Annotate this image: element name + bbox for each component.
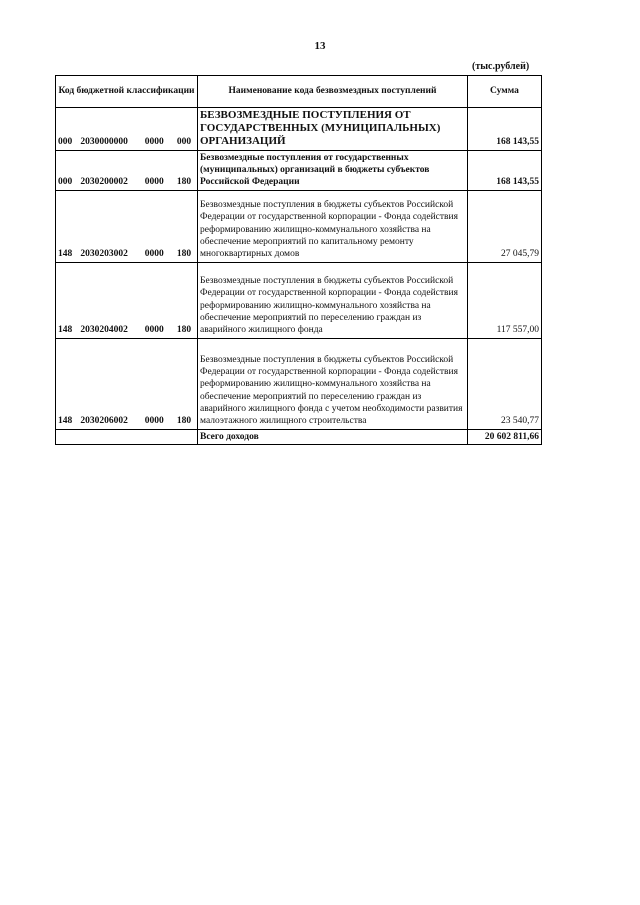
code-admin: 000: [58, 137, 73, 148]
table-row: [56, 108, 542, 151]
sum-cell: 168 143,55: [468, 150, 542, 190]
code-program: 0000: [144, 325, 164, 336]
sum-cell: 27 045,79: [468, 190, 542, 262]
budget-revenue-table: [55, 75, 542, 445]
code-kosgu: 000: [176, 137, 192, 148]
code-main: 2030000000: [80, 137, 128, 148]
code-program: 0000: [144, 416, 164, 427]
code-main: 2030204002: [80, 325, 128, 336]
total-sum: 20 602 811,66: [468, 429, 542, 444]
code-cell: [56, 338, 198, 429]
name-cell: Безвозмездные поступления в бюджеты субъектов Российской Федерации от государственной корпорации - Фонда содействия реформированию жилищно-коммунального хозяйства на обеспечение мероприятий по переселению граждан из аварийного жилищного фонда с учетом необходимости развития малоэтажного жилищного строительства: [198, 338, 468, 429]
sum-cell: 168 143,55: [468, 108, 542, 151]
code-admin: 148: [58, 325, 73, 336]
table-header-row: [56, 76, 542, 108]
header-code: Код бюджетной классификации: [56, 76, 198, 108]
code-main: 2030200002: [80, 177, 128, 188]
code-cell: [56, 190, 198, 262]
code-main: 2030206002: [80, 416, 128, 427]
code-kosgu: 180: [176, 325, 192, 336]
code-program: 0000: [144, 137, 164, 148]
code-cell: [56, 262, 198, 338]
code-admin: 148: [58, 249, 73, 260]
total-row: [56, 429, 542, 444]
code-kosgu: 180: [176, 416, 192, 427]
code-cell: [56, 108, 198, 151]
code-admin: 000: [58, 177, 73, 188]
name-cell: Безвозмездные поступления в бюджеты субъектов Российской Федерации от государственной корпорации - Фонда содействия реформированию жилищно-коммунального хозяйства на обеспечение мероприятий по капитальному ремонту многоквартирных домов: [198, 190, 468, 262]
sum-cell: 117 557,00: [468, 262, 542, 338]
table-row: [56, 262, 542, 338]
table-row: [56, 150, 542, 190]
unit-note: (тыс.рублей): [472, 61, 530, 72]
name-cell: Безвозмездные поступления в бюджеты субъектов Российской Федерации от государственной корпорации - Фонда содействия реформированию жилищно-коммунального хозяйства на обеспечение мероприятий по переселению граждан из аварийного жилищного фонда: [198, 262, 468, 338]
code-program: 0000: [144, 249, 164, 260]
table-row: [56, 190, 542, 262]
sum-cell: 23 540,77: [468, 338, 542, 429]
page-number: 13: [314, 40, 326, 52]
code-admin: 148: [58, 416, 73, 427]
table-row: [56, 338, 542, 429]
total-code-cell: [56, 429, 198, 444]
header-sum: Сумма: [468, 76, 542, 108]
code-program: 0000: [144, 177, 164, 188]
code-kosgu: 180: [176, 249, 192, 260]
total-label: Всего доходов: [198, 429, 468, 444]
code-kosgu: 180: [176, 177, 192, 188]
name-cell: БЕЗВОЗМЕЗДНЫЕ ПОСТУПЛЕНИЯ ОТ ГОСУДАРСТВЕННЫХ (МУНИЦИПАЛЬНЫХ) ОРГАНИЗАЦИЙ: [198, 108, 468, 151]
header-name: Наименование кода безвозмездных поступлений: [198, 76, 468, 108]
code-main: 2030203002: [80, 249, 128, 260]
name-cell: Безвозмездные поступления от государственных (муниципальных) организаций в бюджеты субъектов Российской Федерации: [198, 150, 468, 190]
code-cell: [56, 150, 198, 190]
